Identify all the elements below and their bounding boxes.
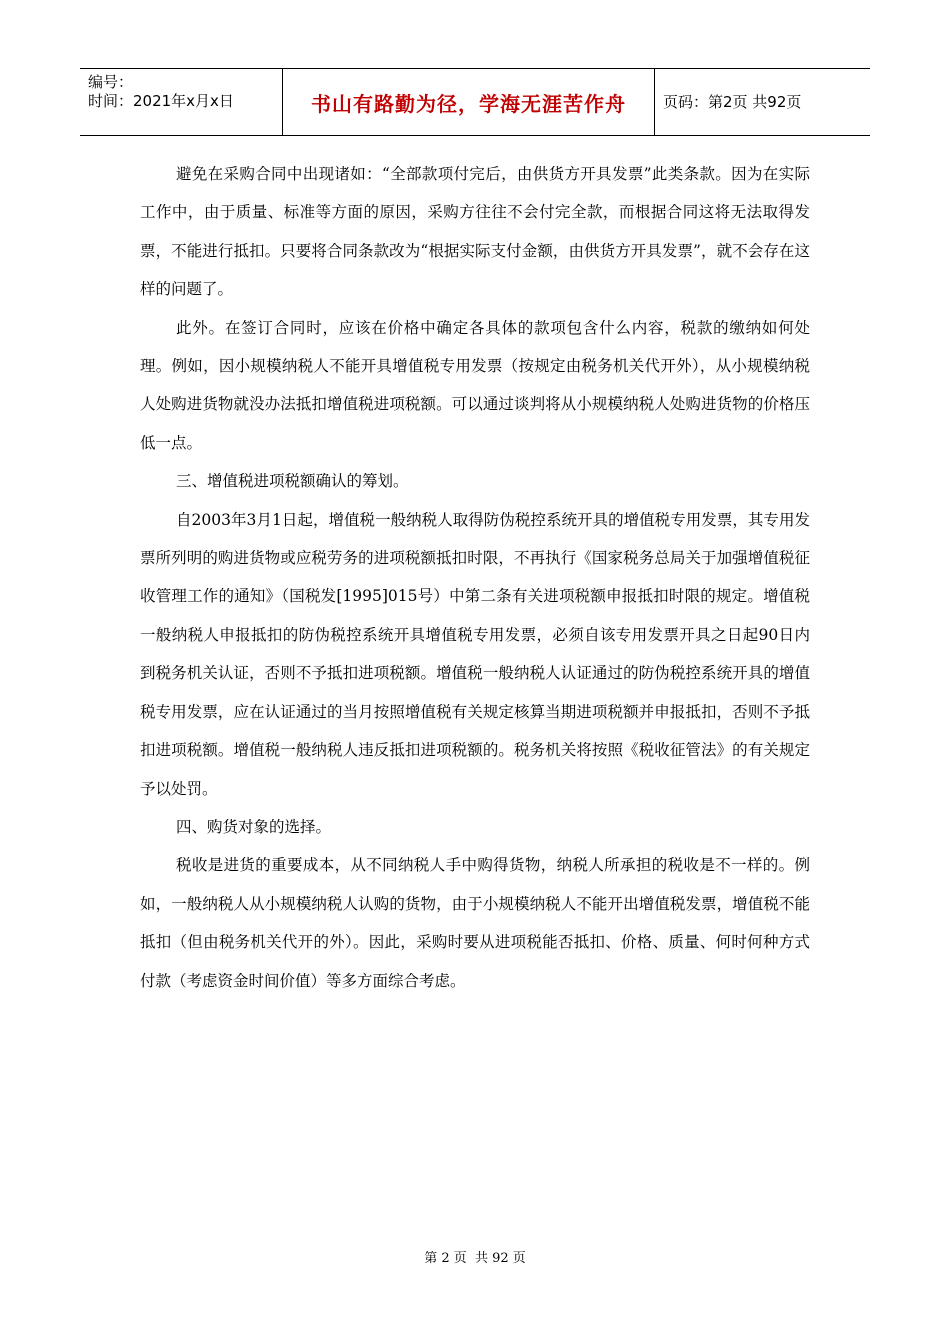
document-body xyxy=(140,155,810,1000)
document-date-label: 时间：2021年x月x日 xyxy=(88,92,234,110)
header-motto-cell xyxy=(283,69,655,135)
body-paragraph: 自2003年3月1日起，增值税一般纳税人取得防伪税控系统开具的增值税专用发票，其专用发票所列明的购进货物或应税劳务的进项税额抵扣时限，不再执行《国家税务总局关于加强增值税征收管理工作的通知》（国税发[1995]015号）中第二条有关进项税额申报抵扣时限的规定。增值税一般纳税人申报抵扣的防伪税控系统开具增值税专用发票，必须自该专用发票开具之日起90日内到税务机关认证，否则不予抵扣进项税额。增值税一般纳税人认证通过的防伪税控系统开具的增值税专用发票，应在认证通过的当月按照增值税有关规定核算当期进项税额并申报抵扣，否则不予抵扣进项税额。增值税一般纳税人违反抵扣进项税额的。税务机关将按照《税收征管法》的有关规定予以处罚。 xyxy=(140,510,810,798)
body-paragraph: 税收是进货的重要成本，从不同纳税人手中购得货物，纳税人所承担的税收是不一样的。例如，一般纳税人从小规模纳税人认购的货物，由于小规模纳税人不能开出增值税发票，增值税不能抵扣（但由税务机关代开的外）。因此，采购时要从进项税能否抵扣、价格、质量、何时何种方式付款（考虑资金时间价值）等多方面综合考虑。 xyxy=(140,856,810,990)
header-motto: 书山有路勤为径，学海无涯苦作舟 xyxy=(311,91,626,116)
body-paragraph: 此外。在签订合同时，应该在价格中确定各具体的款项包含什么内容，税款的缴纳如何处理。例如，因小规模纳税人不能开具增值税专用发票（按规定由税务机关代开外），从小规模纳税人处购进货物就没办法抵扣增值税进项税额。可以通过谈判将从小规模纳税人处购进货物的价格压低一点。 xyxy=(140,318,810,452)
header-page-info: 页码：第2页 共92页 xyxy=(663,93,802,111)
document-number-label: 编号： xyxy=(88,73,134,91)
header-info-cell xyxy=(80,69,283,135)
page-footer: 第 2 页 共 92 页 xyxy=(424,1251,526,1266)
page-header xyxy=(80,68,870,136)
header-page-cell xyxy=(655,69,870,135)
section-heading: 四、购货对象的选择。 xyxy=(176,817,332,836)
section-heading: 三、增值税进项税额确认的筹划。 xyxy=(176,472,409,491)
body-paragraph: 避免在采购合同中出现诸如：“全部款项付完后，由供货方开具发票”此类条款。因为在实际工作中，由于质量、标准等方面的原因，采购方往往不会付完全款，而根据合同这将无法取得发票，不能进行抵扣。只要将合同条款改为“根据实际支付金额，由供货方开具发票”，就不会存在这样的问题了。 xyxy=(140,165,810,299)
